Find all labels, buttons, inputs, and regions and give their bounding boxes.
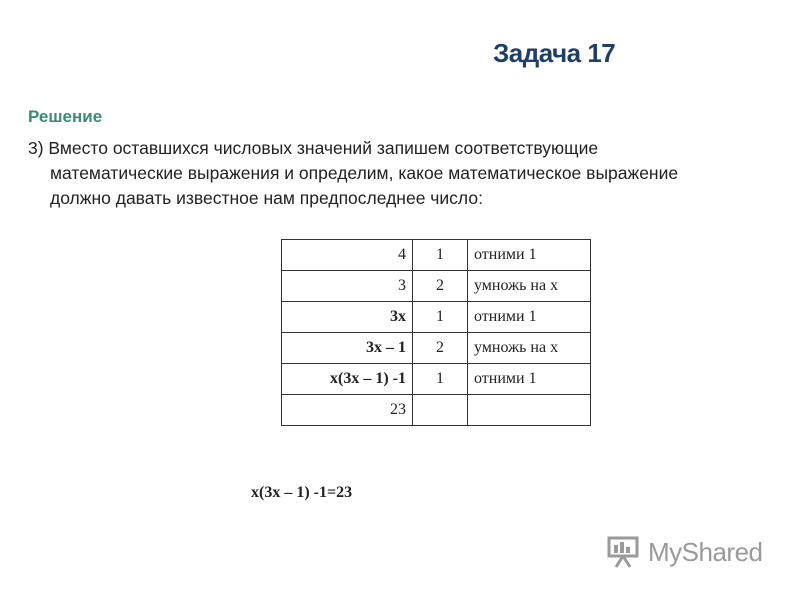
logo-text: MyShared (648, 536, 763, 567)
table-row (282, 364, 591, 395)
table-row (282, 271, 591, 302)
paragraph-line: 3) Вместо оставшихся числовых значений запишем соответствующие (28, 138, 599, 158)
table-cell-value: 3 (282, 271, 413, 302)
section-heading: Решение (28, 107, 103, 126)
table-cell-number (413, 395, 468, 426)
table-cell-operation: умножь на x (468, 271, 591, 302)
table-cell-operation (468, 395, 591, 426)
myshared-logo (606, 535, 763, 569)
table-cell-value: 23 (282, 395, 413, 426)
table-cell-number: 1 (413, 364, 468, 395)
page-title: Задача 17 (493, 38, 616, 68)
table-cell-number: 2 (413, 333, 468, 364)
table-cell-operation: отними 1 (468, 364, 591, 395)
table-cell-value: 3x (282, 302, 413, 333)
result-equation: x(3x – 1) -1=23 (251, 484, 353, 501)
table-row (282, 395, 591, 426)
paragraph-line: должно давать известное нам предпоследнее число: (50, 188, 483, 208)
table-cell-operation: умножь на x (468, 333, 591, 364)
paragraph-line: математические выражения и определим, какое математическое выражение (50, 163, 679, 183)
table-row (282, 240, 591, 271)
table-cell-number: 2 (413, 271, 468, 302)
table-cell-number: 1 (413, 240, 468, 271)
table-cell-operation: отними 1 (468, 302, 591, 333)
table-row (282, 333, 591, 364)
presentation-board-icon (606, 535, 642, 569)
steps-table (281, 239, 591, 426)
table-row (282, 302, 591, 333)
table-cell-number: 1 (413, 302, 468, 333)
table-cell-operation: отними 1 (468, 240, 591, 271)
table-cell-value: 4 (282, 240, 413, 271)
explanation-paragraph (28, 136, 788, 211)
table-cell-value: 3x – 1 (282, 333, 413, 364)
table-cell-value: x(3x – 1) -1 (282, 364, 413, 395)
